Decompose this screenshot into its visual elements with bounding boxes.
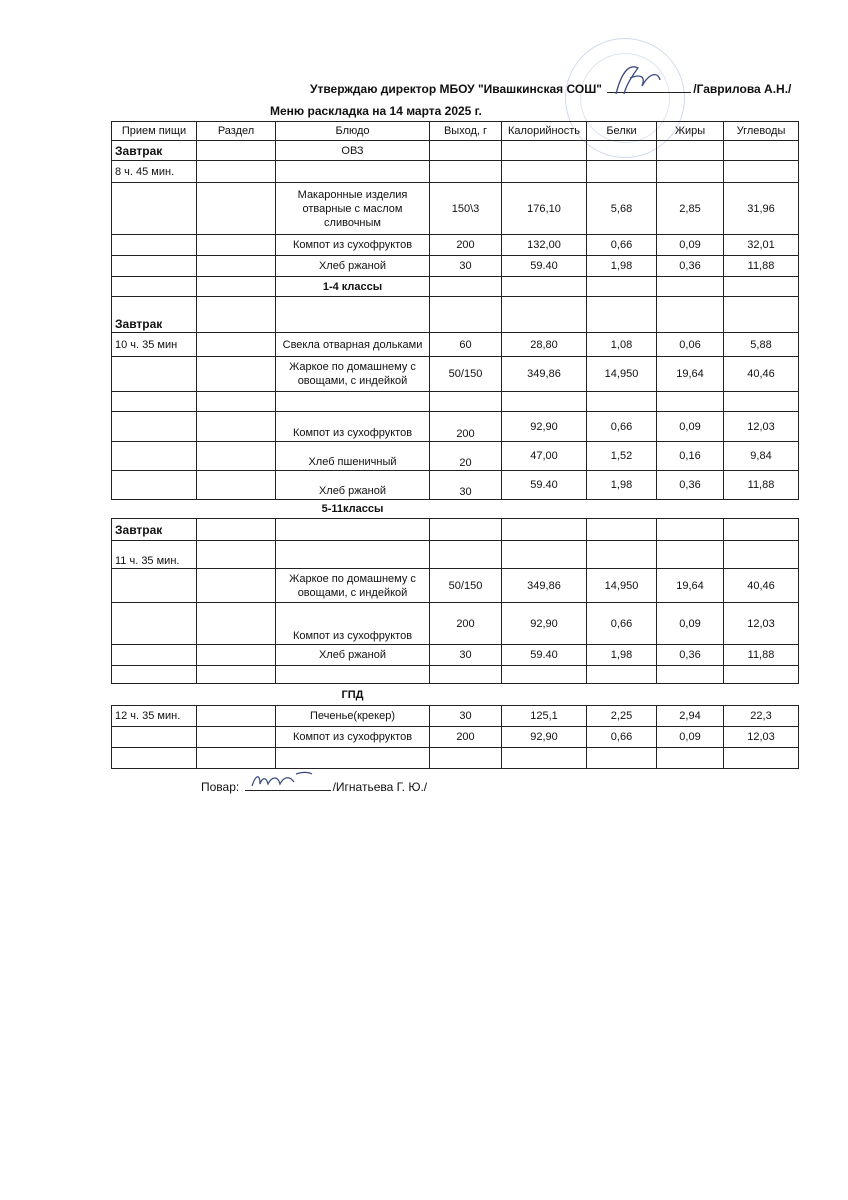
table-row [112,161,799,183]
section-label: ГПД [341,688,364,701]
page-title: Меню раскладка на 14 марта 2025 г. [270,104,482,118]
meal-time: 10 ч. 35 мин [112,333,197,357]
approval-line [310,80,791,96]
table-row: Компот из сухофруктов 200 92,90 0,66 0,09 12,03 [112,412,799,442]
table-row [112,541,799,569]
table-row [112,666,799,684]
cook-signature [246,768,316,794]
col-header: Раздел [197,122,276,141]
col-header: Белки [587,122,657,141]
table-row [112,748,799,769]
section-label: 5-11классы [321,503,384,515]
table-row: Жаркое по домашнему с овощами, с индейкой 50/150 349,86 14,950 19,64 40,46 [112,569,799,603]
table-row [112,297,799,333]
dish-name: Жаркое по домашнему с овощами, с индейкой [276,357,430,392]
table-row [112,519,799,541]
table-row [112,141,799,161]
col-header: Углеводы [724,122,799,141]
col-header: Блюдо [276,122,430,141]
meal-time: 12 ч. 35 мин. [112,706,197,727]
table-row: Жаркое по домашнему с овощами, с индейкой 50/150 349,86 14,950 19,64 40,46 [112,357,799,392]
dish-name: Свекла отварная дольками [276,333,430,357]
cook-name: /Игнатьева Г. Ю./ [332,780,428,794]
table-row: Хлеб пшеничный 20 47,00 1,52 0,16 9,84 [112,442,799,471]
section-row [112,500,799,519]
cook-label: Повар: [201,780,240,794]
meal-label: Завтрак [112,297,197,333]
meal-label: Завтрак [112,141,197,161]
table-row: 10 ч. 35 мин Свекла отварная дольками 60 28,80 1,08 0,06 5,88 [112,333,799,357]
table-row: Хлеб ржаной 30 59.40 1,98 0,36 11,88 [112,645,799,666]
col-header: Калорийность [502,122,587,141]
section-label: 1-4 классы [276,277,430,297]
section-row [112,684,799,706]
dish-name: Хлеб ржаной [276,256,430,277]
approval-text: Утверждаю директор МБОУ "Ивашкинская СОШ" [310,82,602,96]
dish-name: Хлеб пшеничный [276,442,430,471]
table-row: Хлеб ржаной 30 59.40 1,98 0,36 11,88 [112,256,799,277]
dish-name: Компот из сухофруктов [276,235,430,256]
dish-name: Хлеб ржаной [276,645,430,666]
meal-time: 8 ч. 45 мин. [112,161,197,183]
meal-label: Завтрак [112,519,197,541]
dish-name: Компот из сухофруктов [276,412,430,442]
table-row: Хлеб ржаной 30 59.40 1,98 0,36 11,88 [112,471,799,500]
dish-name: Компот из сухофруктов [276,603,430,645]
table-row: 12 ч. 35 мин. Печенье(крекер) 30 125,1 2,25 2,94 22,3 [112,706,799,727]
director-signature [608,60,668,100]
menu-table [111,121,799,769]
table-row [112,392,799,412]
dish-name: Жаркое по домашнему с овощами, с индейкой [276,569,430,603]
dish-name: Хлеб ржаной [276,471,430,500]
table-row: Макаронные изделия отварные с маслом сливочным 150\3 176,10 5,68 2,85 31,96 [112,183,799,235]
col-header: Выход, г [430,122,502,141]
table-header-row [112,122,799,141]
section-label: ОВЗ [276,141,430,161]
table-row: Компот из сухофруктов 200 92,90 0,66 0,09 12,03 [112,603,799,645]
table-row [112,277,799,297]
dish-name: Печенье(крекер) [276,706,430,727]
meal-time: 11 ч. 35 мин. [112,541,197,569]
col-header: Жиры [657,122,724,141]
col-header: Прием пищи [112,122,197,141]
table-row: Компот из сухофруктов 200 92,90 0,66 0,09 12,03 [112,727,799,748]
table-row: Компот из сухофруктов 200 132,00 0,66 0,09 32,01 [112,235,799,256]
dish-name: Макаронные изделия отварные с маслом сливочным [276,183,430,235]
director-name: /Гаврилова А.Н./ [693,82,792,96]
dish-name: Компот из сухофруктов [276,727,430,748]
